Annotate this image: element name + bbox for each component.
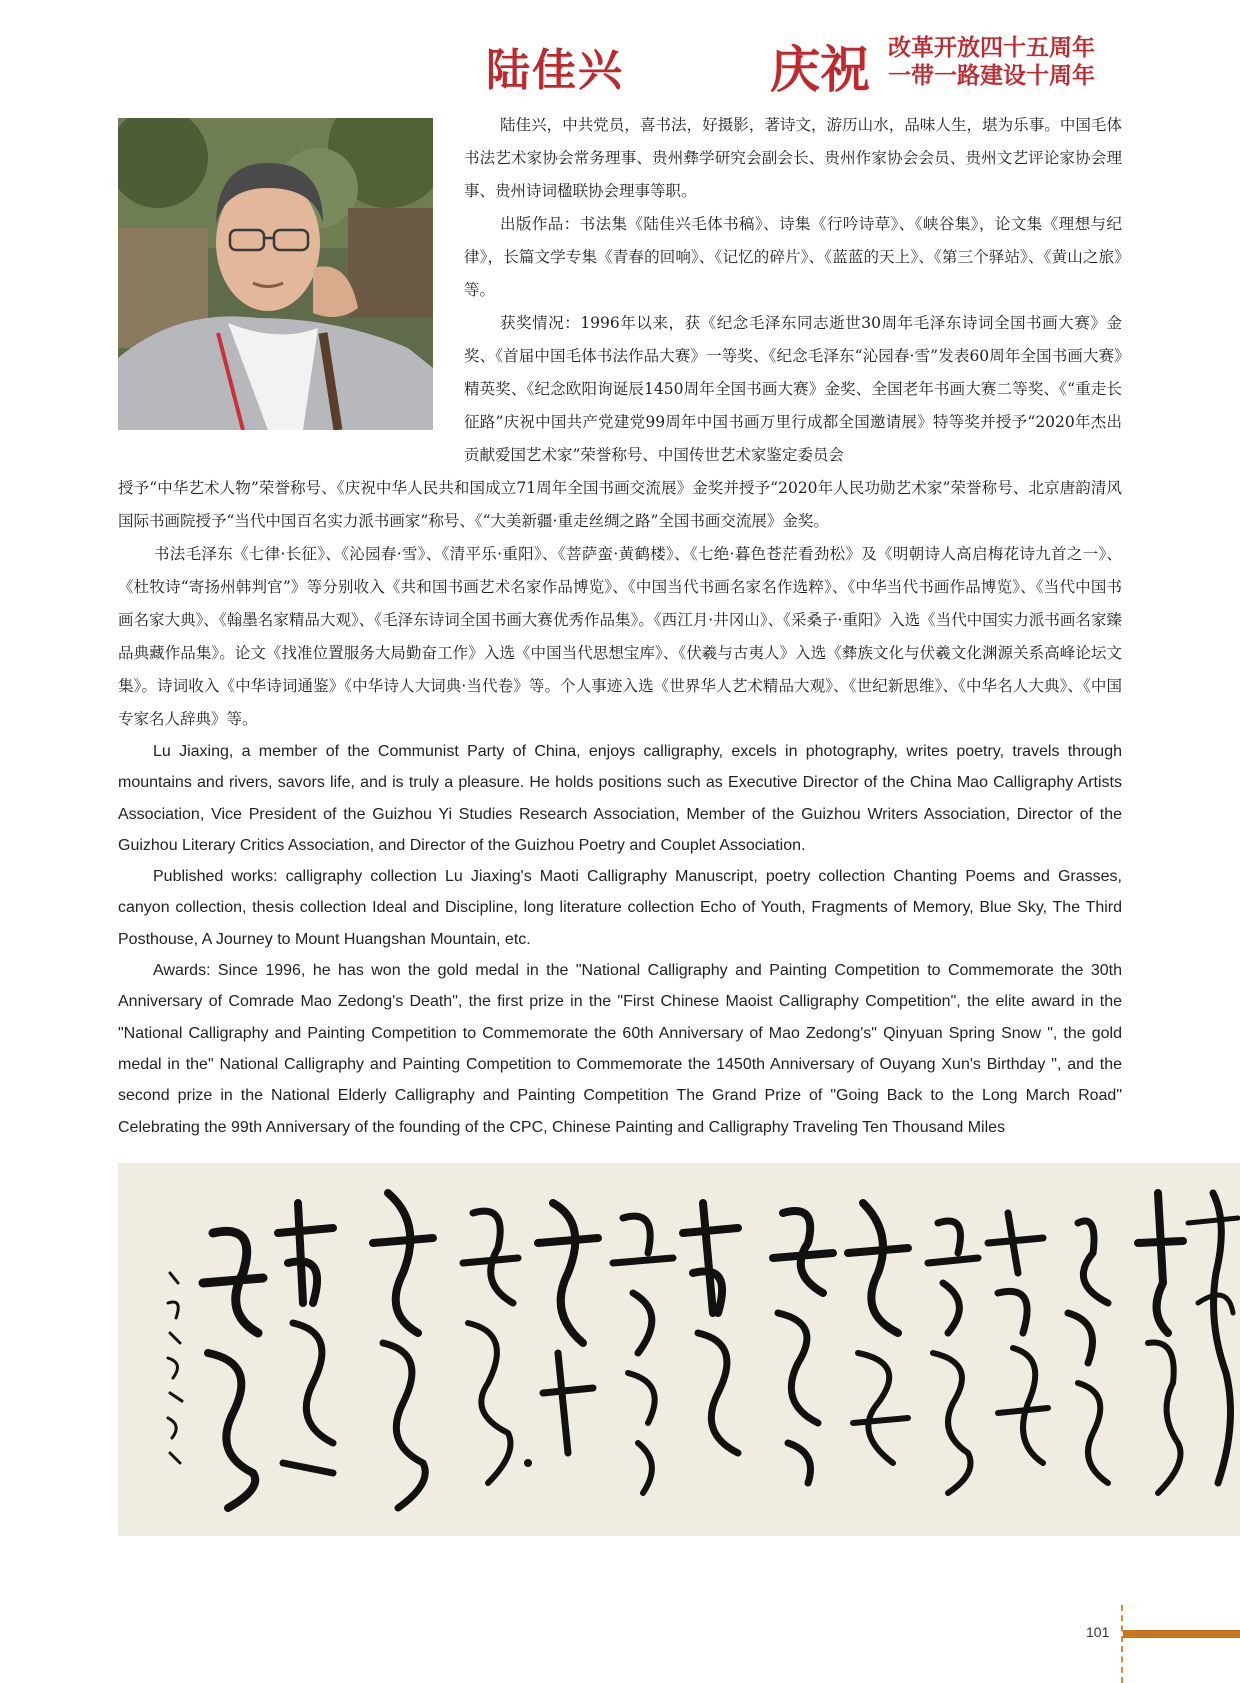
celebrate-subheading: [888, 34, 1095, 90]
awards-en: Awards: Since 1996, he has won the gold medal in the "National Calligraphy and Painting Competition to Commemorate the 30th Anniversary of Comrade Mao Zedong's Death", the first prize in the "First Chinese Maoist Calligraphy Competition", the elite award in the "National Calligraphy and Painting Competition to Commemorate the 60th Anniversary of Mao Zedong's" Qinyuan Spring Snow ", the gold medal in the" National Calligraphy and Painting Competition to Commemorate the 1450th Anniversary of Ouyang Xun's Birthday ", and the second prize in the National Elderly Calligraphy and Painting Competition The Grand Prize of "Going Back to the Long March Road" Celebrating the 99th Anniversary of the founding of the CPC, Chinese Painting and Calligraphy Traveling Ten Thousand Miles: [118, 962, 1122, 1136]
bio-intro-cn: 陆佳兴，中共党员，喜书法，好摄影，著诗文，游历山水，品味人生，堪为乐事。中国毛体书法艺术家协会常务理事、贵州彝学研究会副会长、贵州作家协会会员、贵州文艺评论家协会理事、贵州诗词楹联协会理事等职。: [464, 116, 1122, 200]
page-edge-divider: [1121, 1605, 1123, 1683]
page-number: 101: [1086, 1624, 1110, 1640]
works-cn: 书法毛泽东《七律·长征》、《沁园春·雪》、《清平乐·重阳》、《菩萨蛮·黄鹤楼》、《七绝·暮色苍茫看劲松》及《明朝诗人高启梅花诗九首之一》、《杜牧诗“寄扬州韩判官”》等分别收入《共和国书画艺术名家作品博览》、《中国当代书画名家名作选粹》、《中华当代书画作品博览》、《当代中国书画名家大典》、《翰墨名家精品大观》、《毛泽东诗词全国书画大赛优秀作品集》。《西江月·井冈山》、《采桑子·重阳》入选《当代中国实力派书画名家臻品典藏作品集》。论文《找准位置服务大局勤奋工作》入选《中国当代思想宝库》、《伏羲与古夷人》入选《彝族文化与伏羲文化渊源关系高峰论坛文集》。诗词收入《中华诗词通鉴》《中华诗人大词典·当代卷》等。个人事迹入选《世界华人艺术精品大观》、《世纪新思维》、《中华名人大典》、《中国专家名人辞典》等。: [118, 545, 1122, 728]
page-accent-bar: [1123, 1630, 1240, 1638]
celebrate-line-1: 改革开放四十五周年: [888, 34, 1095, 61]
celebrate-heading: 庆祝: [770, 40, 870, 99]
calligraphy-artwork: [118, 1163, 1240, 1536]
author-name-title: 陆佳兴: [486, 45, 624, 96]
awards-cn-part-1: 获奖情况：1996年以来，获《纪念毛泽东同志逝世30周年毛泽东诗词全国书画大赛》金奖、《首届中国毛体书法作品大赛》一等奖、《纪念毛泽东“沁园春·雪”发表60周年全国书画大赛》精英奖、《纪念欧阳询诞辰1450周年全国书画大赛》金奖、全国老年书画大赛二等奖、《“重走长征路”庆祝中国共产党建党99周年中国书画万里行成都全国邀请展》特等奖并授予“2020年杰出贡献爱国艺术家”荣誉称号、中国传世艺术家鉴定委员会: [464, 314, 1122, 464]
bio-intro-en: Lu Jiaxing, a member of the Communist Party of China, enjoys calligraphy, excels in photography, writes poetry, travels through mountains and rivers, savors life, and is truly a pleasure. He holds positions such as Executive Director of the China Mao Calligraphy Artists Association, Vice President of the Guizhou Yi Studies Research Association, Member of the Guizhou Writers Association, Director of the Guizhou Literary Critics Association, and Director of the Guizhou Poetry and Couplet Association.: [118, 743, 1122, 854]
celebrate-line-2: 一带一路建设十周年: [888, 62, 1095, 89]
publications-en: Published works: calligraphy collection Lu Jiaxing's Maoti Calligraphy Manuscript, poetry collection Chanting Poems and Grasses, canyon collection, thesis collection Ideal and Discipline, long literature collection Echo of Youth, Fragments of Memory, Blue Sky, The Third Posthouse, A Journey to Mount Huangshan Mountain, etc.: [118, 868, 1122, 948]
awards-cn-part-2: 授予“中华艺术人物”荣誉称号、《庆祝中华人民共和国成立71周年全国书画交流展》金奖并授予“2020年人民功勋艺术家”荣誉称号、北京唐韵清风国际书画院授予“当代中国百名实力派书画家”称号、《“大美新疆·重走丝绸之路”全国书画交流展》金奖。: [118, 479, 1122, 530]
author-photo: [118, 118, 433, 430]
publications-cn: 出版作品：书法集《陆佳兴毛体书稿》、诗集《行吟诗草》、《峡谷集》，论文集《理想与纪律》，长篇文学专集《青春的回响》、《记忆的碎片》、《蓝蓝的天上》、《第三个驿站》、《黄山之旅》等。: [464, 215, 1122, 299]
english-text: [118, 736, 1122, 1143]
